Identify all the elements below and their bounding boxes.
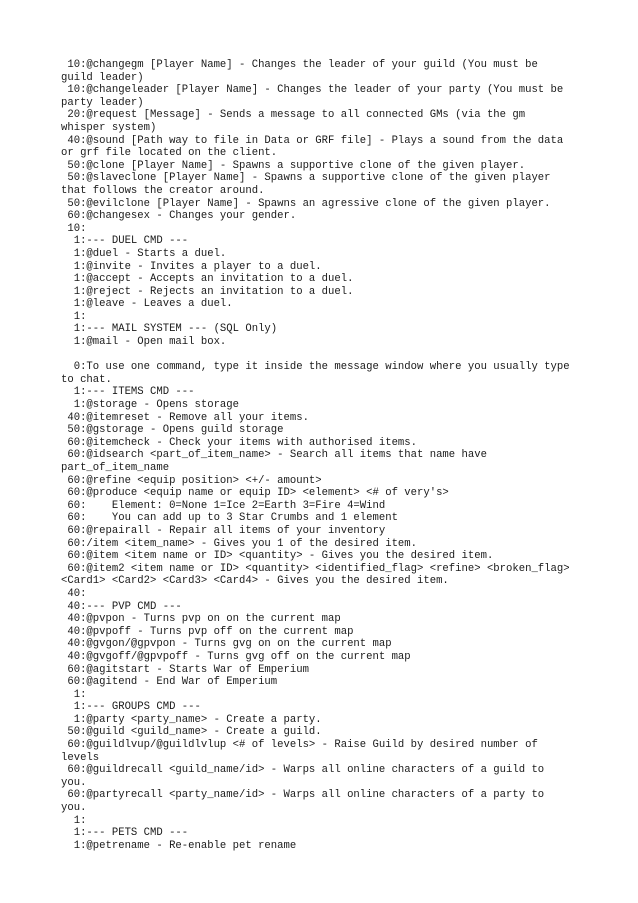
text-line: 40:@sound [Path way to file in Data or GRF file] - Plays a sound from the data: [61, 134, 564, 147]
document-text: [61, 59, 581, 852]
text-line: 1:--- DUEL CMD ---: [61, 235, 189, 248]
text-line: levels: [61, 751, 100, 764]
text-line: 1:@petrename - Re-enable pet rename: [61, 839, 297, 852]
text-line: 10:@changegm [Player Name] - Changes the leader of your guild (You must be: [61, 59, 538, 71]
text-line: 60:@item2 <item name or ID> <quantity> <identified_flag> <refine> <broken_flag>: [61, 562, 570, 575]
text-line: 1:@storage - Opens storage: [61, 399, 240, 412]
text-line: 10:: [61, 222, 87, 235]
text-line: 40:@gvgoff/@gpvpoff - Turns gvg off on the current map: [61, 650, 411, 663]
text-line: 60:@itemcheck - Check your items with authorised items.: [61, 436, 418, 449]
text-line: 0:To use one command, type it inside the message window where you usually type: [61, 361, 570, 374]
text-line: 10:@changeleader [Player Name] - Changes the leader of your party (You must be: [61, 84, 564, 97]
text-line: 1:: [61, 310, 87, 323]
text-line: 1:--- PETS CMD ---: [61, 827, 189, 840]
text-line: 60:@agitend - End War of Emperium: [61, 676, 278, 689]
text-line: 60:/item <item_name> - Gives you 1 of the desired item.: [61, 537, 418, 550]
text-line: to chat.: [61, 373, 112, 386]
text-line: 60: You can add up to 3 Star Crumbs and 1 element: [61, 512, 398, 525]
text-line: 1:--- MAIL SYSTEM --- (SQL Only): [61, 323, 278, 336]
text-line: 1:--- ITEMS CMD ---: [61, 386, 195, 399]
text-line: 1:: [61, 814, 87, 827]
text-line: 1:@leave - Leaves a duel.: [61, 298, 233, 311]
text-line: 1:@party <party_name> - Create a party.: [61, 713, 322, 726]
text-line: 1:@accept - Accepts an invitation to a duel.: [61, 273, 354, 286]
text-line: 60:@guildrecall <guild_name/id> - Warps all online characters of a guild to: [61, 764, 545, 777]
text-line: 40:@pvpoff - Turns pvp off on the current map: [61, 625, 354, 638]
text-line: guild leader): [61, 71, 144, 84]
text-line: you.: [61, 802, 87, 815]
text-line: 40:--- PVP CMD ---: [61, 600, 182, 613]
text-line: 50:@guild <guild_name> - Create a guild.: [61, 726, 322, 739]
text-line: whisper system): [61, 121, 157, 134]
text-line: <Card1> <Card2> <Card3> <Card4> - Gives you the desired item.: [61, 575, 449, 588]
text-line: 1:: [61, 688, 87, 701]
text-line: 60:@guildlvup/@guildlvlup <# of levels> - Raise Guild by desired number of: [61, 739, 538, 752]
text-line: 60:@repairall - Repair all items of your inventory: [61, 524, 386, 537]
text-line: part_of_item_name: [61, 462, 170, 474]
text-line: [61, 349, 581, 362]
text-line: 60:@refine <equip position> <+/- amount>: [61, 474, 322, 487]
text-line: 50:@evilclone [Player Name] - Spawns an agressive clone of the given player.: [61, 197, 551, 210]
text-line: 60: Element: 0=None 1=Ice 2=Earth 3=Fire 4=Wind: [61, 499, 386, 512]
text-line: or grf file located on the client.: [61, 147, 278, 160]
text-line: 40:@pvpon - Turns pvp on on the current map: [61, 613, 341, 626]
text-line: 60:@idsearch <part_of_item_name> - Search all items that name have: [61, 449, 487, 462]
text-line: 60:@changesex - Changes your gender.: [61, 210, 297, 223]
text-line: 40:@gvgon/@gpvpon - Turns gvg on on the current map: [61, 638, 392, 651]
text-line: that follows the creator around.: [61, 184, 265, 197]
text-line: 1:--- GROUPS CMD ---: [61, 701, 201, 714]
text-line: 60:@item <item name or ID> <quantity> - Gives you the desired item.: [61, 550, 494, 563]
text-line: 50:@gstorage - Opens guild storage: [61, 424, 284, 437]
text-line: 1:@invite - Invites a player to a duel.: [61, 260, 322, 273]
text-line: 1:@duel - Starts a duel.: [61, 247, 227, 260]
text-line: 60:@produce <equip name or equip ID> <element> <# of very's>: [61, 487, 449, 500]
text-line: you.: [61, 776, 87, 789]
text-line: 50:@clone [Player Name] - Spawns a supportive clone of the given player.: [61, 159, 526, 172]
text-line: 1:@reject - Rejects an invitation to a duel.: [61, 285, 354, 298]
text-line: 40:@itemreset - Remove all your items.: [61, 411, 309, 424]
text-line: 50:@slaveclone [Player Name] - Spawns a supportive clone of the given player: [61, 172, 551, 185]
text-line: 60:@partyrecall <party_name/id> - Warps all online characters of a party to: [61, 789, 545, 802]
text-line: 20:@request [Message] - Sends a message to all connected GMs (via the gm: [61, 109, 526, 122]
text-line: party leader): [61, 96, 144, 109]
text-line: 60:@agitstart - Starts War of Emperium: [61, 663, 309, 676]
text-line: 40:: [61, 587, 87, 600]
text-line: 1:@mail - Open mail box.: [61, 336, 227, 349]
